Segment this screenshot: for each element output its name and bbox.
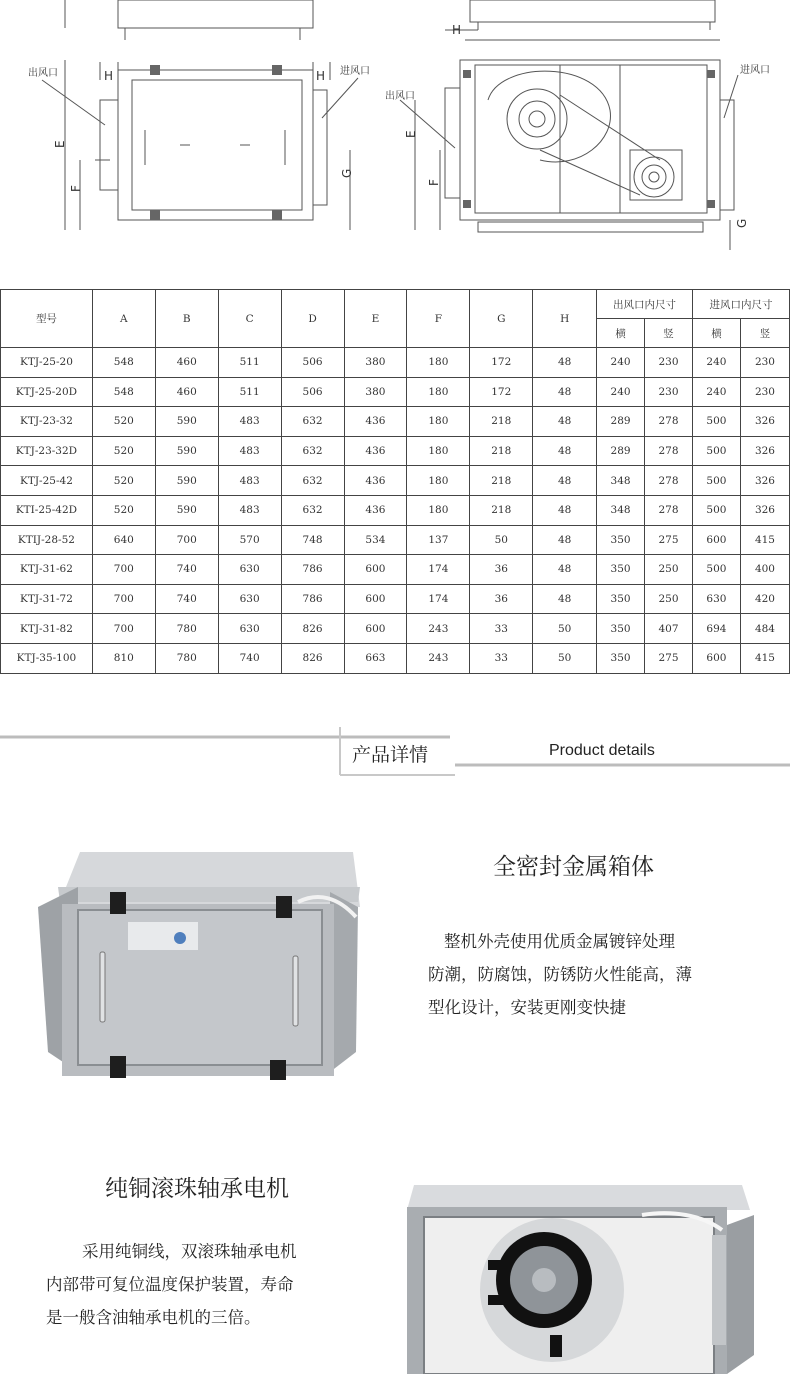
value-cell: 748 <box>281 525 344 555</box>
header-outlet-horizontal: 横 <box>597 319 645 348</box>
table-row <box>1 495 790 525</box>
table-row <box>1 407 790 437</box>
feature2-line: 是一般含油轴承电机的三倍。 <box>46 1308 261 1327</box>
value-cell: 48 <box>533 466 597 496</box>
value-cell: 483 <box>218 407 281 437</box>
value-cell: 348 <box>597 466 645 496</box>
value-cell: 630 <box>218 555 281 585</box>
value-cell: 218 <box>470 495 533 525</box>
value-cell: 415 <box>740 525 789 555</box>
model-cell: KTJ-31-82 <box>1 614 93 644</box>
value-cell: 520 <box>92 407 155 437</box>
value-cell: 590 <box>155 495 218 525</box>
value-cell: 48 <box>533 584 597 614</box>
section-title-en: Product details <box>549 742 655 759</box>
label-outlet-left: 出风口 <box>28 68 58 79</box>
value-cell: 275 <box>645 643 693 673</box>
value-cell: 48 <box>533 377 597 407</box>
table-row <box>1 525 790 555</box>
value-cell: 415 <box>740 643 789 673</box>
value-cell: 780 <box>155 614 218 644</box>
value-cell: 48 <box>533 525 597 555</box>
value-cell: 218 <box>470 436 533 466</box>
value-cell: 240 <box>597 377 645 407</box>
value-cell: 218 <box>470 466 533 496</box>
label-h-left-2: H <box>316 69 326 83</box>
value-cell: 694 <box>692 614 740 644</box>
value-cell: 600 <box>344 555 407 585</box>
value-cell: 350 <box>597 525 645 555</box>
value-cell: 484 <box>740 614 789 644</box>
value-cell: 289 <box>597 407 645 437</box>
value-cell: 350 <box>597 643 645 673</box>
value-cell: 240 <box>597 348 645 378</box>
model-cell: KTJ-25-20 <box>1 348 93 378</box>
header-col: D <box>281 290 344 348</box>
table-row <box>1 584 790 614</box>
label-f-right: F <box>427 179 441 186</box>
value-cell: 500 <box>692 466 740 496</box>
value-cell: 826 <box>281 643 344 673</box>
value-cell: 174 <box>407 584 470 614</box>
spec-table <box>0 289 790 674</box>
header-outlet-group: 出风口内尺寸 <box>597 290 693 319</box>
header-col: G <box>470 290 533 348</box>
value-cell: 436 <box>344 407 407 437</box>
value-cell: 218 <box>470 407 533 437</box>
value-cell: 240 <box>692 348 740 378</box>
value-cell: 500 <box>692 407 740 437</box>
label-e-left: E <box>53 140 67 148</box>
metal-box-photo <box>38 852 360 1080</box>
header-model: 型号 <box>1 290 93 348</box>
header-inlet-vertical: 竖 <box>740 319 789 348</box>
value-cell: 548 <box>92 348 155 378</box>
value-cell: 520 <box>92 436 155 466</box>
value-cell: 48 <box>533 407 597 437</box>
value-cell: 250 <box>645 555 693 585</box>
value-cell: 48 <box>533 555 597 585</box>
table-row <box>1 466 790 496</box>
feature2-title: 纯铜滚珠轴承电机 <box>105 1176 289 1202</box>
table-row <box>1 436 790 466</box>
value-cell: 520 <box>92 466 155 496</box>
value-cell: 278 <box>645 407 693 437</box>
value-cell: 48 <box>533 436 597 466</box>
table-row <box>1 348 790 378</box>
label-inlet-right: 进风口 <box>740 65 770 76</box>
value-cell: 180 <box>407 377 470 407</box>
value-cell: 326 <box>740 407 789 437</box>
value-cell: 548 <box>92 377 155 407</box>
header-col: F <box>407 290 470 348</box>
value-cell: 436 <box>344 436 407 466</box>
value-cell: 33 <box>470 614 533 644</box>
feature1-body <box>428 925 768 1024</box>
value-cell: 180 <box>407 436 470 466</box>
value-cell: 520 <box>92 495 155 525</box>
value-cell: 436 <box>344 466 407 496</box>
value-cell: 350 <box>597 614 645 644</box>
value-cell: 180 <box>407 466 470 496</box>
value-cell: 240 <box>692 377 740 407</box>
model-cell: KTJ-31-72 <box>1 584 93 614</box>
model-cell: KTJ-23-32 <box>1 407 93 437</box>
value-cell: 506 <box>281 348 344 378</box>
value-cell: 700 <box>92 555 155 585</box>
value-cell: 33 <box>470 643 533 673</box>
header-col: H <box>533 290 597 348</box>
table-row <box>1 643 790 673</box>
value-cell: 511 <box>218 377 281 407</box>
value-cell: 632 <box>281 495 344 525</box>
label-f-left: F <box>69 185 83 192</box>
value-cell: 243 <box>407 614 470 644</box>
value-cell: 700 <box>155 525 218 555</box>
table-row <box>1 377 790 407</box>
value-cell: 740 <box>218 643 281 673</box>
value-cell: 230 <box>740 348 789 378</box>
value-cell: 740 <box>155 584 218 614</box>
value-cell: 590 <box>155 436 218 466</box>
value-cell: 230 <box>645 348 693 378</box>
value-cell: 137 <box>407 525 470 555</box>
model-cell: KTJ-35-100 <box>1 643 93 673</box>
header-inlet-horizontal: 横 <box>692 319 740 348</box>
value-cell: 326 <box>740 466 789 496</box>
label-g-left: G <box>340 168 354 178</box>
feature2-line: 内部带可复位温度保护装置，寿命 <box>46 1275 294 1294</box>
feature1-title: 全密封金属箱体 <box>493 854 654 880</box>
value-cell: 640 <box>92 525 155 555</box>
label-h-left-1: H <box>104 69 114 83</box>
value-cell: 436 <box>344 495 407 525</box>
value-cell: 600 <box>344 584 407 614</box>
value-cell: 172 <box>470 348 533 378</box>
value-cell: 590 <box>155 407 218 437</box>
value-cell: 534 <box>344 525 407 555</box>
value-cell: 50 <box>470 525 533 555</box>
value-cell: 275 <box>645 525 693 555</box>
model-cell: KTJ-31-62 <box>1 555 93 585</box>
value-cell: 630 <box>218 614 281 644</box>
value-cell: 632 <box>281 407 344 437</box>
value-cell: 460 <box>155 377 218 407</box>
value-cell: 600 <box>692 643 740 673</box>
value-cell: 180 <box>407 495 470 525</box>
value-cell: 50 <box>533 643 597 673</box>
value-cell: 506 <box>281 377 344 407</box>
model-cell: KTJ-25-42 <box>1 466 93 496</box>
value-cell: 172 <box>470 377 533 407</box>
value-cell: 632 <box>281 466 344 496</box>
table-row <box>1 614 790 644</box>
value-cell: 230 <box>740 377 789 407</box>
section-title-cn: 产品详情 <box>352 744 429 766</box>
technical-drawings <box>0 0 790 270</box>
value-cell: 174 <box>407 555 470 585</box>
value-cell: 230 <box>645 377 693 407</box>
table-body <box>1 348 790 674</box>
value-cell: 570 <box>218 525 281 555</box>
value-cell: 36 <box>470 555 533 585</box>
value-cell: 380 <box>344 377 407 407</box>
model-cell: KTIJ-28-52 <box>1 525 93 555</box>
value-cell: 500 <box>692 555 740 585</box>
value-cell: 786 <box>281 555 344 585</box>
value-cell: 511 <box>218 348 281 378</box>
value-cell: 590 <box>155 466 218 496</box>
value-cell: 810 <box>92 643 155 673</box>
value-cell: 500 <box>692 436 740 466</box>
value-cell: 460 <box>155 348 218 378</box>
value-cell: 483 <box>218 436 281 466</box>
value-cell: 380 <box>344 348 407 378</box>
value-cell: 826 <box>281 614 344 644</box>
header-inlet-group: 进风口内尺寸 <box>692 290 789 319</box>
label-e-right: E <box>404 130 418 138</box>
value-cell: 350 <box>597 555 645 585</box>
value-cell: 48 <box>533 348 597 378</box>
value-cell: 278 <box>645 436 693 466</box>
value-cell: 740 <box>155 555 218 585</box>
value-cell: 348 <box>597 495 645 525</box>
header-col: A <box>92 290 155 348</box>
value-cell: 786 <box>281 584 344 614</box>
value-cell: 400 <box>740 555 789 585</box>
value-cell: 700 <box>92 614 155 644</box>
value-cell: 600 <box>692 525 740 555</box>
value-cell: 48 <box>533 495 597 525</box>
header-outlet-vertical: 竖 <box>645 319 693 348</box>
value-cell: 278 <box>645 466 693 496</box>
label-g-right: G <box>735 218 749 228</box>
value-cell: 500 <box>692 495 740 525</box>
value-cell: 243 <box>407 643 470 673</box>
feature1-line: 防潮，防腐蚀，防锈防火性能高，薄 <box>428 965 692 984</box>
value-cell: 180 <box>407 407 470 437</box>
value-cell: 289 <box>597 436 645 466</box>
value-cell: 483 <box>218 466 281 496</box>
value-cell: 250 <box>645 584 693 614</box>
value-cell: 630 <box>692 584 740 614</box>
feature2-line: 采用纯铜线，双滚珠轴承电机 <box>82 1242 297 1261</box>
header-col: E <box>344 290 407 348</box>
value-cell: 420 <box>740 584 789 614</box>
model-cell: KTJ-25-20D <box>1 377 93 407</box>
value-cell: 180 <box>407 348 470 378</box>
label-inlet-left: 进风口 <box>340 66 370 77</box>
value-cell: 50 <box>533 614 597 644</box>
feature2-body <box>46 1235 376 1334</box>
label-outlet-right: 出风口 <box>385 91 415 102</box>
feature1-line: 整机外壳使用优质金属镀锌处理 <box>444 932 675 951</box>
value-cell: 700 <box>92 584 155 614</box>
value-cell: 483 <box>218 495 281 525</box>
feature1-line: 型化设计，安装更刚变快捷 <box>428 998 626 1017</box>
value-cell: 663 <box>344 643 407 673</box>
value-cell: 630 <box>218 584 281 614</box>
label-h-right: H <box>452 23 462 37</box>
model-cell: KTI-25-42D <box>1 495 93 525</box>
value-cell: 780 <box>155 643 218 673</box>
value-cell: 632 <box>281 436 344 466</box>
value-cell: 600 <box>344 614 407 644</box>
model-cell: KTJ-23-32D <box>1 436 93 466</box>
value-cell: 36 <box>470 584 533 614</box>
value-cell: 326 <box>740 495 789 525</box>
table-row <box>1 555 790 585</box>
value-cell: 407 <box>645 614 693 644</box>
header-col: C <box>218 290 281 348</box>
value-cell: 278 <box>645 495 693 525</box>
motor-photo <box>402 1185 757 1374</box>
header-col: B <box>155 290 218 348</box>
value-cell: 326 <box>740 436 789 466</box>
table-header <box>1 290 790 348</box>
value-cell: 350 <box>597 584 645 614</box>
